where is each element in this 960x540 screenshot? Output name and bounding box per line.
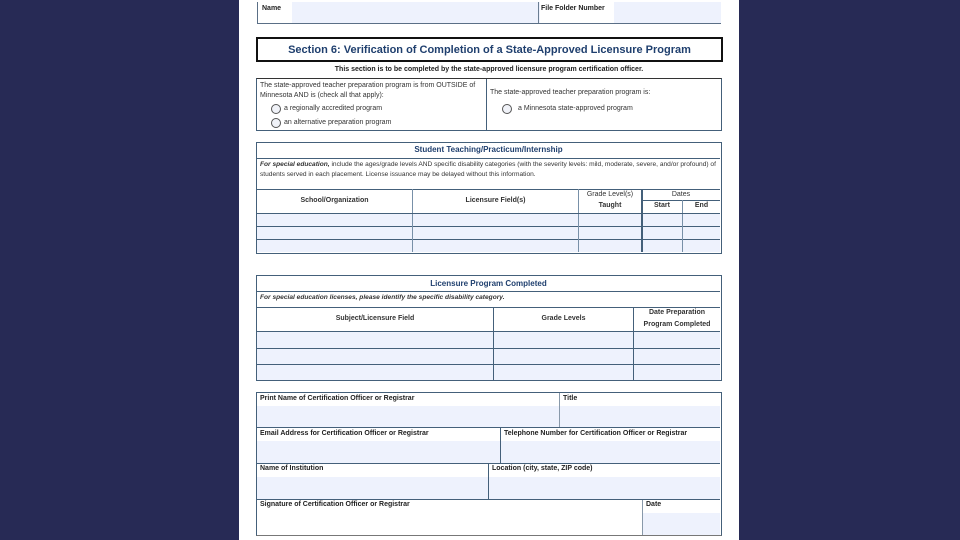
- divider: [412, 214, 413, 252]
- col-header-grade-levels: Grade Levels: [541, 315, 586, 322]
- inside-prompt: The state-approved teacher preparation program is:: [490, 89, 651, 96]
- divider: [493, 332, 494, 380]
- program-origin-box: [256, 78, 722, 131]
- col-header-date-top: Date Preparation: [648, 309, 706, 316]
- divider: [257, 291, 720, 292]
- table-row[interactable]: [257, 214, 720, 226]
- table-row[interactable]: [257, 365, 720, 380]
- divider: [633, 332, 634, 380]
- divider: [486, 79, 487, 131]
- col-header-subject: Subject/Licensure Field: [335, 315, 415, 322]
- option-label: a regionally accredited program: [284, 105, 383, 112]
- phone-label: Telephone Number for Certification Officer or Registrar: [504, 430, 688, 437]
- location-input[interactable]: [489, 477, 720, 499]
- signature-field[interactable]: [257, 511, 642, 535]
- table-row[interactable]: [257, 332, 720, 348]
- note-text: include the ages/grade levels AND specific disability categories (with the severity levels: mild, moderate, severe, and/or profound) of students served in each placement. License issuance may be delayed without this information.: [260, 161, 716, 178]
- outside-prompt: The state-approved teacher preparation program is from OUTSIDE of Minnesota AND is (check all that apply):: [260, 82, 476, 99]
- name-row: [257, 2, 721, 24]
- option-minnesota-approved[interactable]: [502, 104, 633, 114]
- email-label: Email Address for Certification Officer or Registrar: [260, 430, 429, 437]
- divider: [641, 214, 643, 252]
- table-row[interactable]: [257, 227, 720, 239]
- file-folder-input[interactable]: [614, 2, 721, 23]
- col-header-end: End: [694, 202, 709, 209]
- licensure-program-title: Licensure Program Completed: [430, 279, 547, 288]
- divider: [257, 189, 720, 190]
- institution-input[interactable]: [257, 477, 488, 499]
- divider: [257, 427, 720, 428]
- name-input[interactable]: [292, 2, 540, 23]
- col-header-school: School/Organization: [300, 197, 369, 204]
- note-emphasis: For special education,: [260, 161, 330, 168]
- col-header-date-bottom: Program Completed: [643, 321, 711, 328]
- title-input[interactable]: [560, 406, 720, 427]
- student-teaching-table: [256, 142, 722, 254]
- student-teaching-note: [260, 160, 718, 180]
- radio-button[interactable]: [271, 104, 281, 114]
- section-title: Section 6: Verification of Completion of a State-Approved Licensure Program: [256, 37, 723, 62]
- file-folder-label: File Folder Number: [541, 5, 605, 12]
- table-row[interactable]: [257, 349, 720, 364]
- licensure-program-table: [256, 275, 722, 381]
- title-label: Title: [563, 395, 578, 402]
- print-name-label: Print Name of Certification Officer or Registrar: [260, 395, 415, 402]
- option-alternative-preparation[interactable]: [271, 118, 391, 128]
- divider: [257, 499, 720, 500]
- divider: [642, 200, 720, 201]
- date-label: Date: [646, 501, 662, 508]
- officer-form: [256, 392, 722, 536]
- name-label: Name: [262, 5, 282, 12]
- col-header-start: Start: [654, 202, 670, 209]
- student-teaching-title: Student Teaching/Practicum/Internship: [414, 145, 563, 154]
- divider: [257, 307, 720, 308]
- signature-label: Signature of Certification Officer or Registrar: [260, 501, 410, 508]
- location-label: Location (city, state, ZIP code): [492, 465, 593, 472]
- col-header-grade-bottom: Taught: [598, 202, 622, 209]
- radio-button[interactable]: [271, 118, 281, 128]
- divider: [682, 214, 683, 252]
- option-label: an alternative preparation program: [284, 119, 392, 126]
- divider: [578, 214, 579, 252]
- table-row[interactable]: [257, 240, 720, 252]
- col-header-grade-top: Grade Level(s): [586, 191, 634, 198]
- section-subtitle: This section is to be completed by the state-approved licensure program certification officer.: [334, 66, 644, 73]
- option-regionally-accredited[interactable]: [271, 104, 382, 114]
- radio-button[interactable]: [502, 104, 512, 114]
- date-input[interactable]: [643, 513, 720, 535]
- divider: [257, 158, 720, 159]
- col-header-dates: Dates: [671, 191, 691, 198]
- option-label: a Minnesota state-approved program: [518, 105, 633, 112]
- licensure-program-note: For special education licenses, please identify the specific disability category.: [260, 294, 505, 301]
- col-header-licensure-field: Licensure Field(s): [465, 197, 526, 204]
- print-name-input[interactable]: [257, 406, 559, 427]
- email-input[interactable]: [257, 441, 500, 463]
- divider: [538, 2, 539, 23]
- institution-label: Name of Institution: [260, 465, 324, 472]
- phone-input[interactable]: [501, 441, 720, 463]
- form-page: [239, 0, 739, 540]
